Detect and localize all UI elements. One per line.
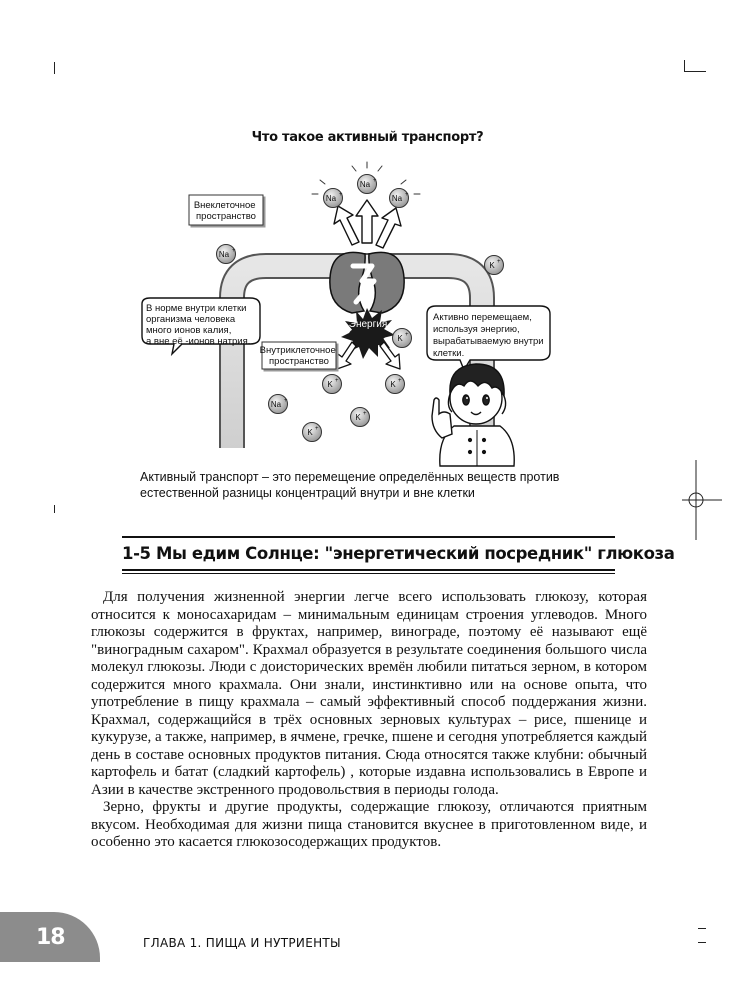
svg-text:+: +: [405, 192, 409, 198]
crop-mark-bottom-right-1: [698, 928, 706, 929]
svg-text:Na: Na: [218, 250, 230, 259]
svg-text:K: K: [489, 261, 495, 270]
svg-text:K: K: [307, 428, 313, 437]
body-line: вкусом. Необходимая для жизни пища становится вкуснее в приготовленном виде, и: [91, 816, 647, 833]
body-text: [91, 589, 647, 852]
svg-text:+: +: [284, 398, 288, 404]
extracellular-label-line-2: пространство: [196, 211, 256, 222]
crop-mark-bottom-right-2: [698, 942, 706, 943]
svg-text:+: +: [335, 378, 339, 384]
svg-text:Na: Na: [391, 194, 403, 203]
svg-text:+: +: [232, 248, 236, 254]
figure-title: Что такое активный транспорт?: [251, 130, 484, 145]
svg-text:Na: Na: [325, 194, 337, 203]
na-ion-icon: [324, 189, 344, 208]
section-rule-top: [122, 536, 615, 538]
figure-caption: [140, 469, 610, 501]
svg-text:K: K: [327, 380, 333, 389]
body-line: кукурузе, а также, например, в ячмене, гречке, пшене и сегодня употребляется каждый: [91, 729, 647, 745]
body-line: относится к моносахаридам – минимальным единицам строения углеводов. Много: [91, 606, 647, 623]
svg-text:Na: Na: [359, 180, 371, 189]
body-line: день в составе основных продуктов питания. Сюда относятся также клубни: обычный: [91, 746, 647, 763]
crop-mark-top-left: [54, 62, 55, 74]
svg-text:+: +: [339, 192, 343, 198]
crop-mark-top-right-h: [684, 71, 706, 72]
svg-text:Na: Na: [270, 400, 282, 409]
body-line: глюкозы содержится в фруктах, например, винограде, поэтому её называют ещё: [91, 624, 647, 640]
svg-text:+: +: [373, 178, 377, 184]
bubble-left-line-2: организма человека: [146, 314, 236, 325]
svg-text:+: +: [497, 259, 501, 265]
body-line: "виноградным сахаром". Крахмал образуется в результате соединения большого числа: [91, 641, 647, 658]
na-ion-icon: [269, 395, 289, 414]
na-ion-icon: [358, 175, 378, 194]
body-line: Зерно, фрукты и другие продукты, содержащие глюкозу, отличаются приятным: [103, 799, 647, 815]
bubble-right-line-2: используя энергию,: [433, 324, 520, 335]
speech-bubble-right: [427, 306, 550, 370]
bubble-left-line-3: много ионов калия,: [146, 325, 232, 336]
caption-line-2: естественной разницы концентраций внутри и вне клетки: [140, 486, 475, 500]
chapter-title: ГЛАВА 1. ПИЩА И НУТРИЕНТЫ: [143, 936, 341, 950]
svg-text:Внеклеточное пространств: [194, 200, 258, 222]
k-ion-icon: [303, 423, 322, 442]
svg-text:K: K: [397, 334, 403, 343]
arrows-out-icon: [334, 200, 401, 248]
body-line: картофель и батат (сладкий картофель) , которые издавна использовались в Европе и: [91, 764, 647, 780]
k-ion-icon: [351, 408, 370, 427]
svg-text:+: +: [315, 426, 319, 432]
extracellular-label-line-1: Внеклеточное: [193, 200, 256, 211]
bubble-right-line-4: клетки.: [433, 348, 465, 359]
intracellular-label-line-2: пространство: [269, 356, 329, 367]
active-transport-diagram: [120, 148, 600, 468]
bubble-right-line-1: Активно перемещаем,: [433, 312, 532, 323]
body-line: Азии в качестве экстренного продовольствия в периоды голода.: [91, 781, 499, 798]
bubble-right-line-3: вырабатываемую внутри: [433, 336, 544, 347]
na-ion-icon: [390, 189, 410, 208]
caption-line-1: Активный транспорт – это перемещение определённых веществ против: [140, 470, 560, 484]
cartoon-character-icon: [432, 364, 514, 466]
registration-mark-icon: [682, 460, 722, 540]
section-rule-bottom: [122, 569, 615, 571]
energy-label: Энергия: [348, 319, 388, 330]
page-number: 18: [36, 925, 65, 950]
crop-mark-left-mid: [54, 505, 55, 513]
speech-bubble-left: [142, 298, 260, 354]
svg-text:+: +: [398, 378, 402, 384]
bubble-left-line-1: В норме внутри клетки: [146, 303, 247, 314]
na-ion-icon: [217, 245, 237, 264]
intracellular-label-line-1: Внутриклеточное: [259, 345, 336, 356]
svg-text:K: K: [390, 380, 396, 389]
body-line: молекул глюкозы. Люди с доисторических времён любили питаться зерном, в котором: [91, 659, 647, 675]
svg-text:K: K: [355, 413, 361, 422]
body-line: употребление в пищу крахмала – самый эффективный способ поддержания жизни.: [91, 694, 647, 710]
svg-text:+: +: [363, 411, 367, 417]
bubble-left-line-4: а вне её -ионов натрия.: [146, 336, 251, 347]
body-line: особенно это касается глюкозосодержащих продуктов.: [91, 834, 442, 850]
body-line: Для получения жизненной энергии легче всего использовать глюкозу, которая: [103, 589, 647, 605]
svg-text:+: +: [405, 332, 409, 338]
k-ion-icon: [393, 329, 412, 348]
k-ion-icon: [485, 256, 504, 275]
body-line: Крахмал, содержащийся в трёх основных зерновых культурах – рисе, пшенице и: [91, 711, 647, 728]
k-ion-icon: [386, 375, 405, 394]
k-ion-icon: [323, 375, 342, 394]
svg-text:Внутриклеточное простран: [260, 345, 339, 367]
section-rule-bottom-thin: [122, 573, 615, 574]
body-line: содержится много крахмала. Они знали, инстинктивно или на основе опыта, что: [91, 676, 647, 693]
section-heading: 1-5 Мы едим Солнце: "энергетический посредник" глюкоза: [122, 544, 675, 563]
